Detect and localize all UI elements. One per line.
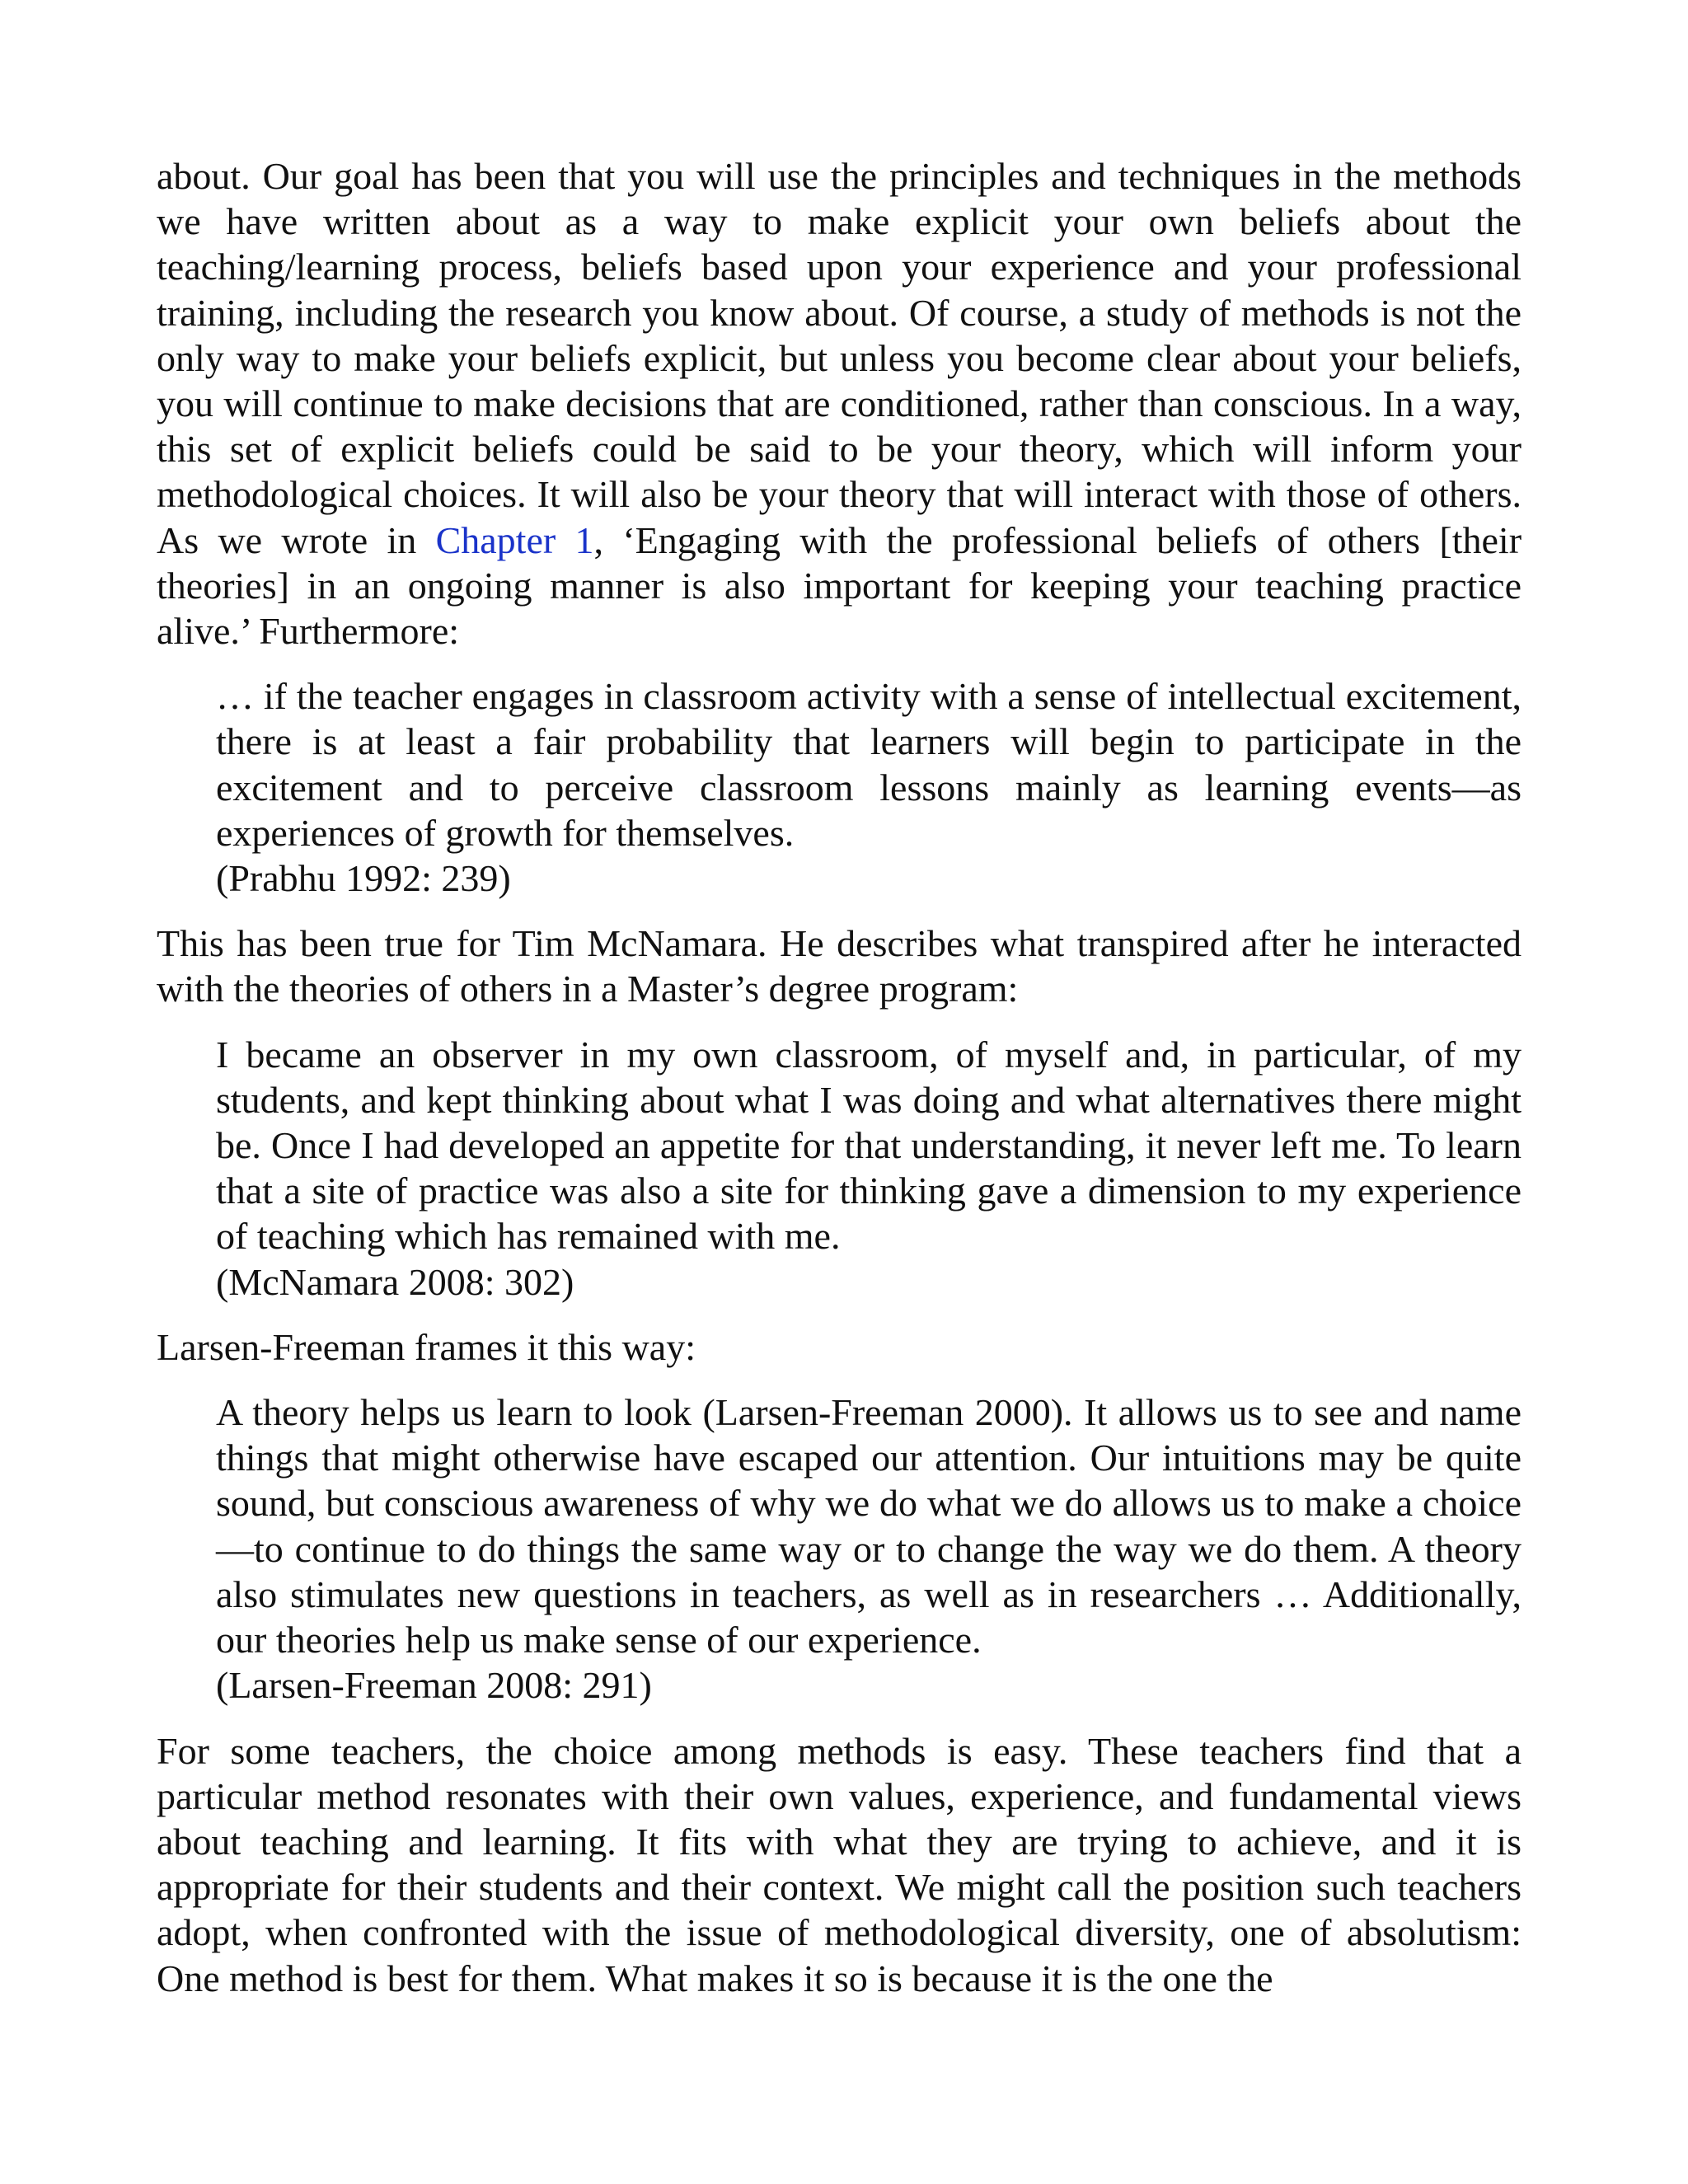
quote-text: … if the teacher engages in classroom activity with a sense of intellectual excitement, there is at least a fair probability that learners will begin to participate in the excitement and to perceive classroom lessons mainly as learning events—as experiences of growth for themselves. [216, 675, 1522, 854]
paragraph-text: , ‘Engaging with the professional beliefs of others [their theories] in an ongoing manner is also important for keeping your teaching practice alive.’ Furthermore: [157, 518, 1522, 653]
quote-text: I became an observer in my own classroom, of myself and, in particular, of my students, and kept thinking about what I was doing and what alternatives there might be. Once I had developed an appetite for that understanding, it never left me. To learn that a site of practice was also a site for thinking gave a dimension to my experience of teaching which has remained with me. [216, 1033, 1522, 1258]
quote-citation: (McNamara 2008: 302) [216, 1260, 574, 1303]
block-quote-larsen-freeman [216, 1390, 1522, 1708]
block-quote-mcnamara [216, 1032, 1522, 1305]
body-paragraph-1 [157, 153, 1522, 654]
block-quote-prabhu [216, 673, 1522, 901]
quote-citation: (Larsen-Freeman 2008: 291) [216, 1664, 652, 1707]
chapter-1-link[interactable]: Chapter 1 [435, 518, 594, 561]
page-body [157, 153, 1522, 2021]
quote-citation: (Prabhu 1992: 239) [216, 857, 511, 900]
paragraph-text: about. Our goal has been that you will use the principles and techniques in the methods we have written about as a way to make explicit your own beliefs about the teaching/learning process, beliefs based upon your experience and your professional training, including the research you know about. Of course, a study of methods is not the only way to make your beliefs explicit, but unless you become clear about your beliefs, you will continue to make decisions that are conditioned, rather than conscious. In a way, this set of explicit beliefs could be said to be your theory, which will inform your methodological choices. It will also be your theory that will interact with those of others. As we wrote in [157, 155, 1522, 561]
body-paragraph-4: For some teachers, the choice among methods is easy. These teachers find that a particular method resonates with their own values, experience, and fundamental views about teaching and learning. It fits with what they are trying to achieve, and it is appropriate for their students and their context. We might call the position such teachers adopt, when confronted with the issue of methodological diversity, one of absolutism: One method is best for them. What makes it so is because it is the one the [157, 1729, 1522, 1999]
quote-text: A theory helps us learn to look (Larsen-Freeman 2000). It allows us to see and name things that might otherwise have escaped our attention. Our intuitions may be quite sound, but conscious awareness of why we do what we do allows us to make a choice—to continue to do things the same way or to change the way we do them. A theory also stimulates new questions in teachers, as well as in researchers … Additionally, our theories help us make sense of our experience. [216, 1391, 1522, 1661]
body-paragraph-2: This has been true for Tim McNamara. He describes what transpired after he interacted with the theories of others in a Master’s degree program: [157, 922, 1522, 1010]
body-paragraph-3: Larsen-Freeman frames it this way: [157, 1325, 696, 1368]
